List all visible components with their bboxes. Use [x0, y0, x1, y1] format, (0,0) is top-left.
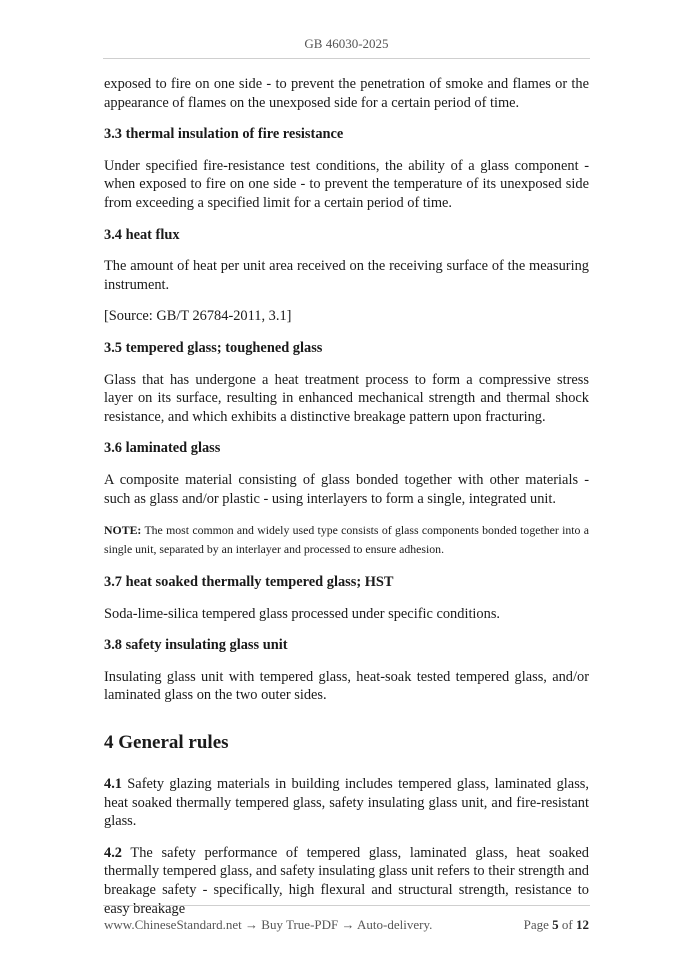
- footer-link[interactable]: www.ChineseStandard.net → Buy True-PDF → Auto-delivery.: [104, 917, 433, 932]
- page-header: GB 46030-2025: [304, 36, 389, 51]
- header-divider: [103, 58, 590, 59]
- clause-text-4-1: Safety glazing materials in building includes tempered glass, laminated glass, heat soaked thermally tempered glass, safety insulating glass unit, and fire-resistant glass.: [104, 776, 589, 830]
- paragraph-3-4: The amount of heat per unit area received on the receiving surface of the measuring instrument.: [104, 258, 589, 293]
- source-3-4: [Source: GB/T 26784-2011, 3.1]: [104, 308, 292, 325]
- paragraph-4-2: [104, 844, 589, 918]
- heading-3-5: 3.5 tempered glass; toughened glass: [104, 339, 323, 356]
- page-total: 12: [576, 917, 589, 932]
- paragraph-3-7: Soda-lime-silica tempered glass processed under specific conditions.: [104, 605, 501, 622]
- heading-4-general-rules: 4 General rules: [104, 732, 229, 754]
- heading-3-6: 3.6 laminated glass: [104, 440, 221, 457]
- clause-text-4-2: The safety performance of tempered glass, laminated glass, heat soaked thermally tempered glass, and safety insulating glass unit refers to their strength and breakage safety - specifically, high flexural and structural strength, resistance to easy breakage: [104, 844, 589, 917]
- paragraph-3-8: Insulating glass unit with tempered glass, heat-soak tested tempered glass, and/or laminated glass on the two outer sides.: [104, 668, 589, 704]
- paragraph-4-1: [104, 775, 589, 831]
- of-word: of: [558, 917, 576, 932]
- heading-3-3: 3.3 thermal insulation of fire resistance: [104, 126, 344, 143]
- heading-3-8: 3.8 safety insulating glass unit: [104, 637, 288, 654]
- clause-number-4-1: 4.1: [104, 776, 122, 793]
- page-word: Page: [523, 917, 553, 932]
- clause-number-4-2: 4.2: [104, 844, 122, 861]
- note-text: The most common and widely used type consists of glass components bonded together into a single unit, separated by an interlayer and processed to ensure adhesion.: [104, 523, 589, 557]
- heading-3-7: 3.7 heat soaked thermally tempered glass; HST: [104, 574, 394, 591]
- note-label: NOTE:: [104, 523, 142, 538]
- page-number: 5: [552, 917, 559, 932]
- page-indicator: [524, 917, 589, 933]
- footer-divider: [103, 905, 590, 906]
- heading-3-4: 3.4 heat flux: [104, 226, 180, 243]
- paragraph-intro: exposed to fire on one side - to prevent the penetration of smoke and flames or the appearance of flames on the unexposed side for a certain period of time.: [104, 76, 589, 111]
- paragraph-3-6: A composite material consisting of glass bonded together with other materials - such as glass and/or plastic - using interlayers to form a single, integrated unit.: [104, 471, 589, 507]
- paragraph-3-5: Glass that has undergone a heat treatment process to form a compressive stress layer on its surface, resulting in enhanced mechanical strength and thermal shock resistance, and which exhibits a distinctive breakage pattern upon fracturing.: [104, 371, 589, 425]
- document-body: [104, 75, 589, 931]
- note-3-6: [104, 521, 589, 559]
- paragraph-3-3: Under specified fire-resistance test conditions, the ability of a glass component - when exposed to fire on one side - to prevent the temperature of its unexposed side from exceeding a specified limit for a certain period of time.: [104, 157, 589, 211]
